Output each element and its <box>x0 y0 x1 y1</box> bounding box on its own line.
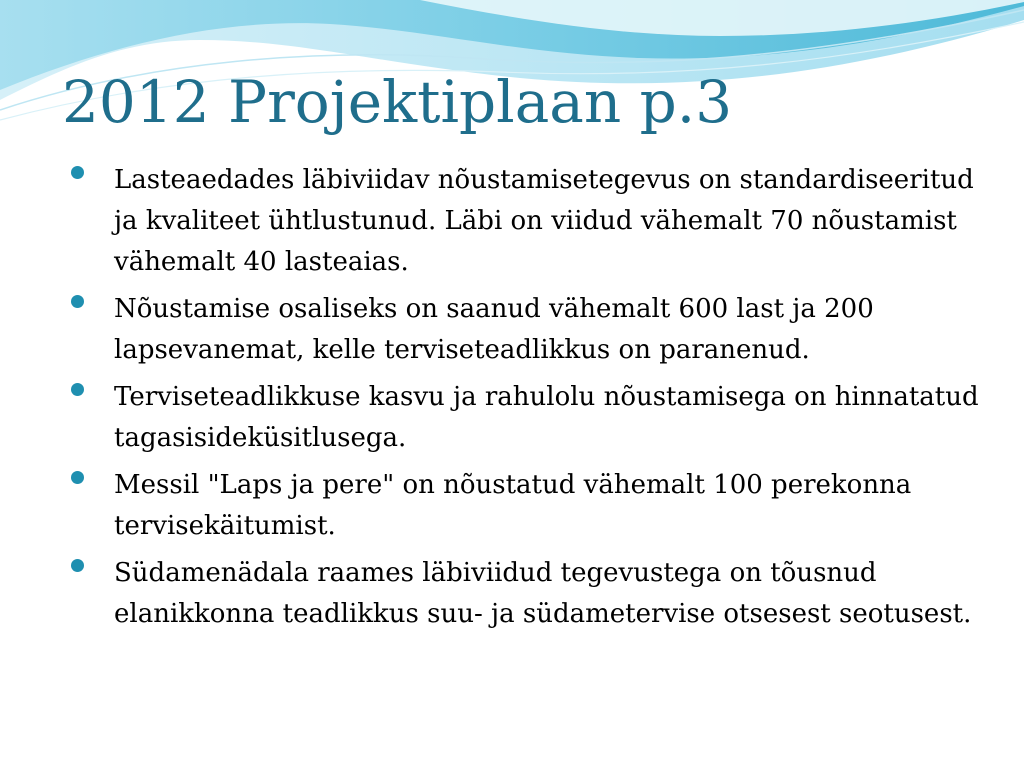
bullet-icon <box>71 559 84 572</box>
slide-title: 2012 Projektiplaan p.3 <box>62 68 733 136</box>
bullet-text: Südamenädala raames läbiviidud tegevustega on tõusnud elanikkonna teadlikkus suu- ja südametervise otsesest seotusest. <box>114 558 972 629</box>
list-item <box>68 377 988 459</box>
bullet-text: Lasteaedades läbiviidav nõustamisetegevus on standardiseeritud ja kvaliteet ühtlustunud. Läbi on viidud vähemalt 70 nõustamist vähemalt 40 lasteaias. <box>114 165 974 277</box>
bullet-icon <box>71 295 84 308</box>
bullet-text: Nõustamise osaliseks on saanud vähemalt 600 last ja 200 lapsevanemat, kelle terviseteadlikkus on paranenud. <box>114 294 874 365</box>
list-item <box>68 465 988 547</box>
bullet-text: Terviseteadlikkuse kasvu ja rahulolu nõustamisega on hinnatatud tagasisideküsitlusega. <box>114 382 979 453</box>
bullet-list <box>68 160 988 641</box>
list-item <box>68 160 988 283</box>
bullet-icon <box>71 471 84 484</box>
bullet-icon <box>71 166 84 179</box>
list-item <box>68 553 988 635</box>
bullet-icon <box>71 383 84 396</box>
list-item <box>68 289 988 371</box>
bullet-text: Messil "Laps ja pere" on nõustatud vähemalt 100 perekonna tervisekäitumist. <box>114 470 912 541</box>
